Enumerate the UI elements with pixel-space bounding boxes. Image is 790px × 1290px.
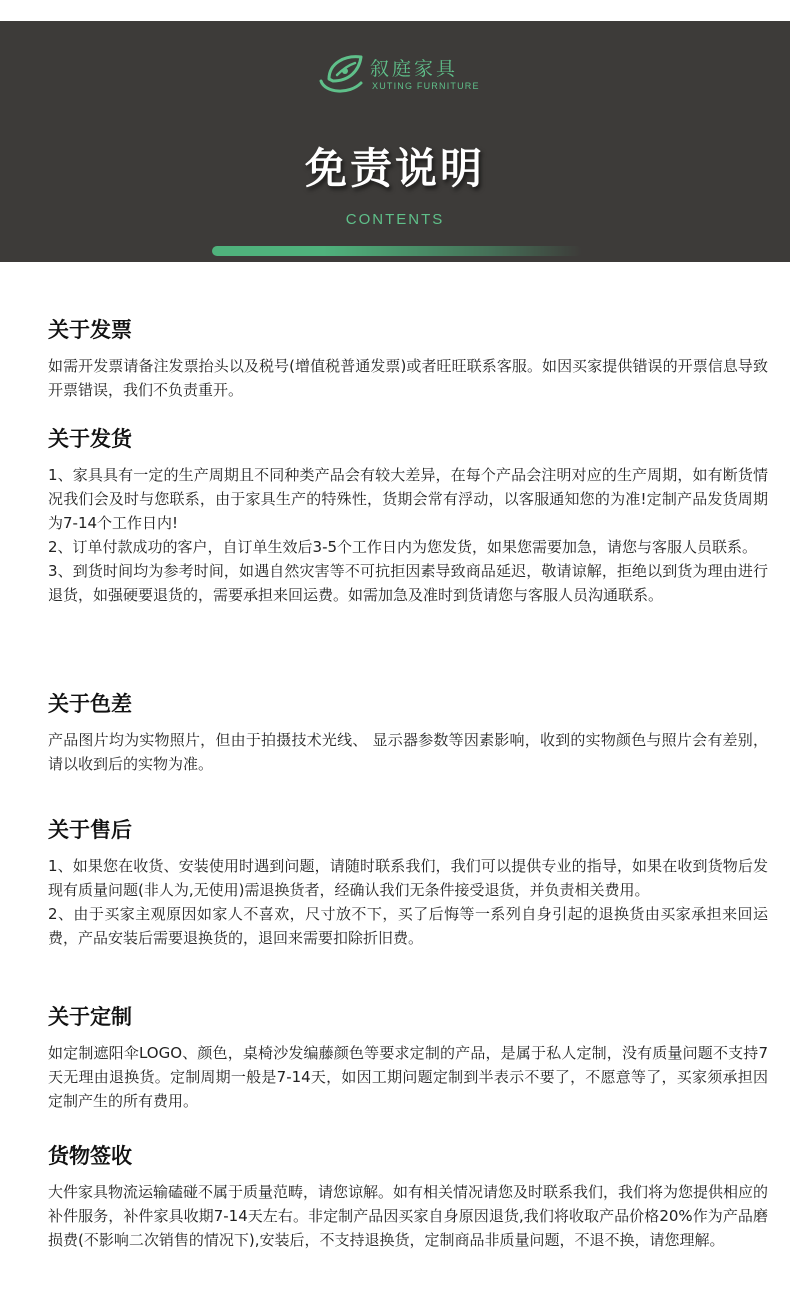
section-customization — [48, 1003, 768, 1113]
logo-chinese-name: 叙庭家具 — [370, 58, 459, 80]
section-paragraph: 大件家具物流运输磕碰不属于质量范畴，请您谅解。如有相关情况请您及时联系我们，我们将为您提供相应的补件服务，补件家具收期7-14天左右。非定制产品因买家自身原因退货,我们将收取产品价格20%作为产品磨损费(不影响二次销售的情况下),安装后，不支持退换货，定制商品非质量问题，不退不换，请您理解。 — [48, 1183, 769, 1249]
section-paragraph: 如需开发票请备注发票抬头以及税号(增值税普通发票)或者旺旺联系客服。如因买家提供错误的开票信息导致开票错误，我们不负责重开。 — [48, 357, 768, 399]
section-title: 关于发货 — [48, 427, 132, 451]
section-paragraph: 2、由于买家主观原因如家人不喜欢，尺寸放不下，买了后悔等一系列自身引起的退换货由买家承担来回运费，产品安装后需要退换货的，退回来需要扣除折旧费。 — [48, 905, 768, 947]
section-title: 货物签收 — [48, 1144, 132, 1168]
logo-english-name: XUTING FURNITURE — [372, 81, 480, 91]
section-title: 关于发票 — [48, 318, 132, 342]
section-paragraph: 1、如果您在收货、安装使用时遇到问题，请随时联系我们，我们可以提供专业的指导，如果在收到货物后发现有质量问题(非人为,无使用)需退换货者，经确认我们无条件接受退货，并负责相关费用。 — [48, 857, 768, 899]
page-title: 免责说明 — [304, 144, 485, 193]
page-subtitle: CONTENTS — [345, 211, 445, 228]
section-after-sales — [48, 816, 768, 950]
section-color-difference — [48, 690, 768, 776]
header-banner — [0, 21, 790, 262]
section-paragraph: 如定制遮阳伞LOGO、颜色，桌椅沙发编藤颜色等要求定制的产品，是属于私人定制，没有质量问题不支持7天无理由退换货。定制周期一般是7-14天，如因工期问题定制到半表示不要了，不愿意等了，买家须承担因定制产生的所有费用。 — [48, 1044, 768, 1110]
section-invoice — [48, 316, 768, 402]
section-title: 关于定制 — [48, 1005, 132, 1029]
leaf-logo-icon — [315, 51, 369, 99]
section-title: 关于售后 — [48, 818, 132, 842]
section-delivery-receipt — [48, 1142, 768, 1252]
section-shipping — [48, 425, 768, 607]
section-paragraph: 产品图片均为实物照片，但由于拍摄技术光线、 显示器参数等因素影响，收到的实物颜色与照片会有差别，请以收到后的实物为准。 — [48, 731, 768, 773]
section-paragraph: 3、到货时间均为参考时间，如遇自然灾害等不可抗拒因素导致商品延迟，敬请谅解，拒绝以到货为理由进行退货，如强硬要退货的，需要承担来回运费。如需加急及准时到货请您与客服人员沟通联系。 — [48, 562, 768, 604]
section-paragraph: 1、家具具有一定的生产周期且不同种类产品会有较大差异，在每个产品会注明对应的生产周期，如有断货情况我们会及时与您联系，由于家具生产的特殊性，货期会常有浮动，以客服通知您的为准!定制产品发货周期为7-14个工作日内! — [48, 466, 768, 532]
section-title: 关于色差 — [48, 692, 132, 716]
section-paragraph: 2、订单付款成功的客户，自订单生效后3-5个工作日内为您发货，如果您需要加急，请您与客服人员联系。 — [48, 538, 758, 556]
decorative-gradient-bar — [212, 246, 582, 256]
brand-logo — [315, 51, 485, 117]
